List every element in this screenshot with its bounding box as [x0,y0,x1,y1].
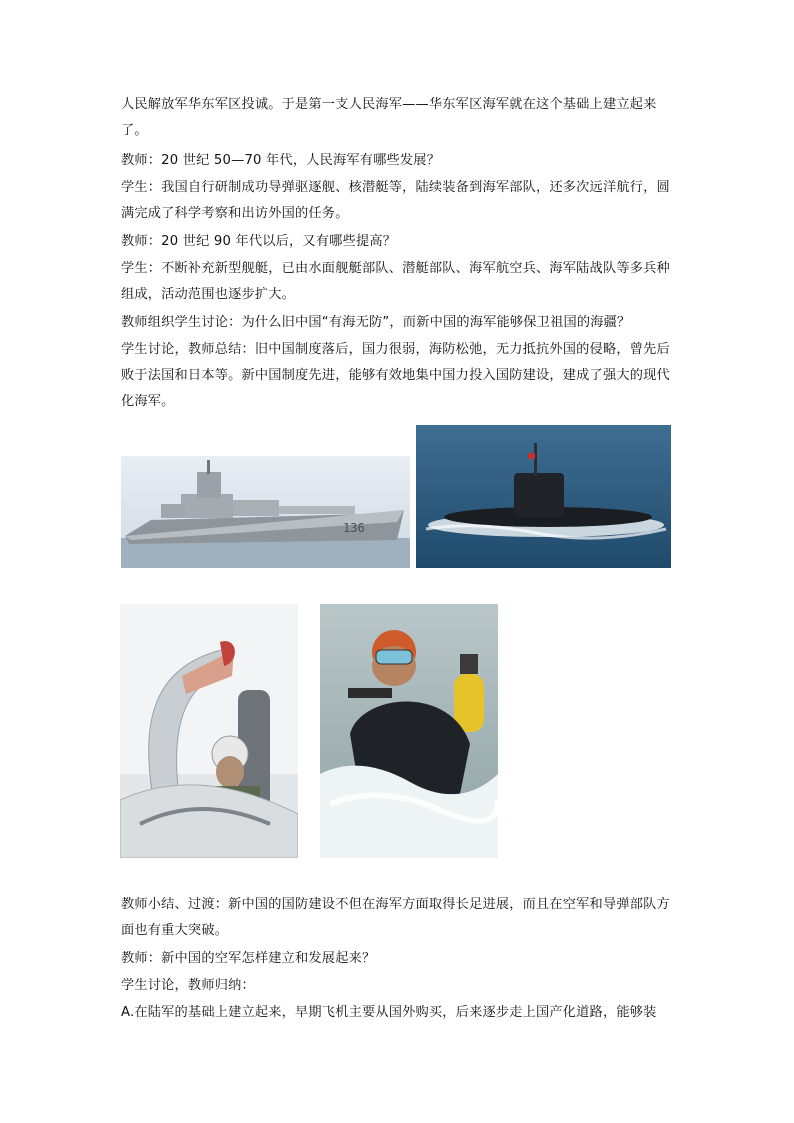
destroyer-photo [121,456,410,568]
paragraph-student-discussion: 学生讨论，教师归纳： [121,978,255,993]
paragraph-teacher-question-2: 教师：20 世纪 90 年代以后，又有哪些提高？ [121,234,397,249]
paragraph-transition: 教师小结、过渡：新中国的国防建设不但在海军方面取得长足进展，而且在空军和导弹部队方面也有重大突破。 [121,897,670,938]
pilot-cockpit-photo [120,604,298,858]
paragraph-teacher-summary: 学生讨论，教师总结：旧中国制度落后，国力很弱，海防松弛，无力抵抗外国的侵略，曾先后败于法国和日本等。新中国制度先进，能够有效地集中国力投入国防建设，建成了强大的现代化海军。 [121,342,670,409]
paragraph-teacher-question-1: 教师：20 世纪 50—70 年代，人民海军有哪些发展？ [121,153,441,168]
paragraph-point-a: A.在陆军的基础上建立起来，早期飞机主要从国外购买，后来逐步走上国产化道路，能够装 [121,1005,657,1020]
paragraph-teacher-question-3: 教师：新中国的空军怎样建立和发展起来？ [121,951,376,966]
paragraph-student-answer-2: 学生：不断补充新型舰艇，已由水面舰艇部队、潜艇部队、海军航空兵、海军陆战队等多兵种组成，活动范围也逐步扩大。 [121,261,670,302]
paragraph-discussion-prompt: 教师组织学生讨论：为什么旧中国“有海无防”，而新中国的海军能够保卫祖国的海疆？ [121,315,631,330]
paragraph-navy-origin: 人民解放军华东军区投诚。于是第一支人民海军——华东军区海军就在这个基础上建立起来了。 [121,97,657,138]
submarine-photo [416,425,671,568]
paragraph-student-answer-1: 学生：我国自行研制成功导弹驱逐舰、核潜艇等，陆续装备到海军部队，还多次远洋航行，圆满完成了科学考察和出访外国的任务。 [121,180,670,221]
frogman-photo [320,604,498,858]
hull-number-label: 136 [343,521,365,535]
